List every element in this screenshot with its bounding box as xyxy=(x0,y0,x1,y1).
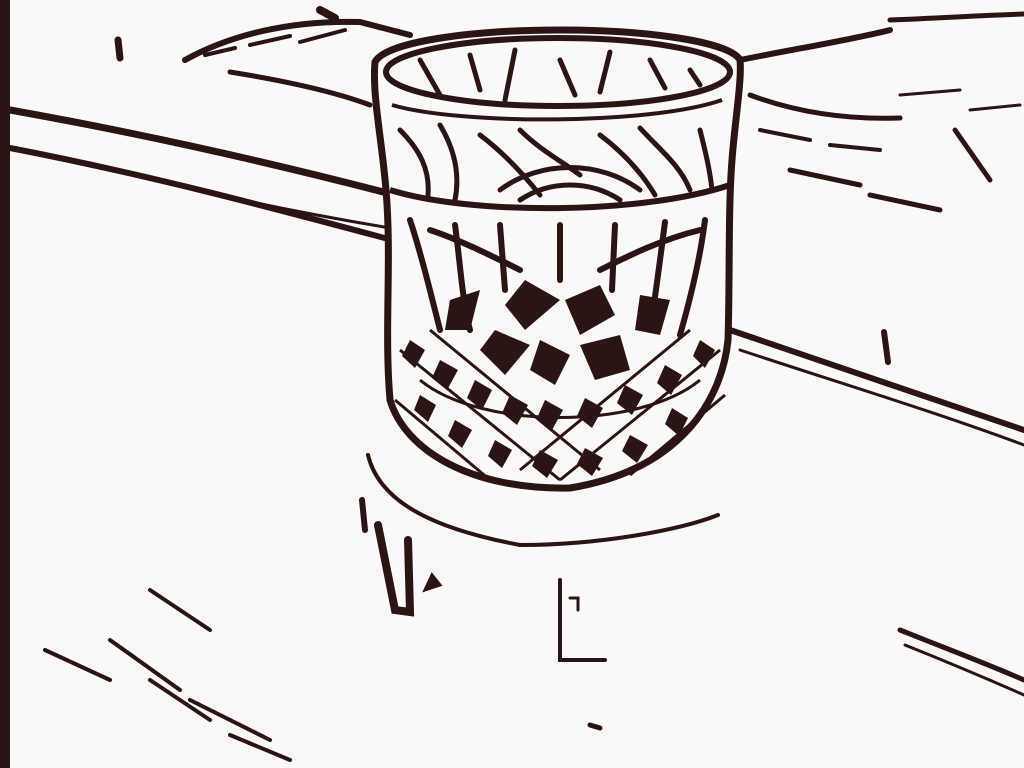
left-edge-shadow xyxy=(0,0,10,768)
crystal-glass xyxy=(374,30,740,488)
